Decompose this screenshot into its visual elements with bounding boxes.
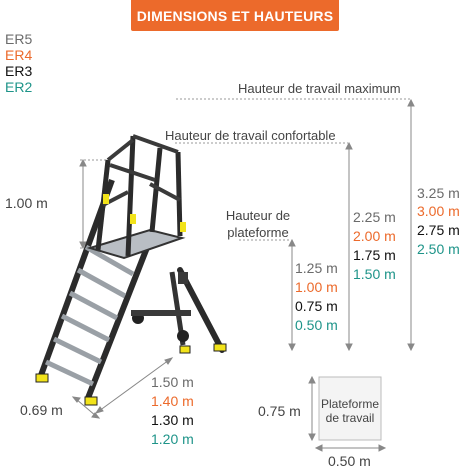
model-legend <box>5 31 32 95</box>
page-title: DIMENSIONS ET HAUTEURS <box>131 0 339 31</box>
guardrail-height-value: 1.00 m <box>5 195 48 211</box>
platform-er2: 0.50 m <box>295 317 338 333</box>
platform-er3: 0.75 m <box>295 298 338 314</box>
max-er3: 2.75 m <box>417 222 460 238</box>
legend-er4: ER4 <box>5 47 33 63</box>
legend-er5: ER5 <box>5 31 33 47</box>
max-er2: 2.50 m <box>417 241 460 257</box>
platform-er5: 1.25 m <box>295 260 338 276</box>
platform-width-value: 0.50 m <box>328 453 371 469</box>
length-er4: 1.40 m <box>151 393 194 409</box>
platform-height-label-2: plateforme <box>227 225 289 240</box>
length-er2: 1.20 m <box>151 431 194 447</box>
platform-er4: 1.00 m <box>295 279 338 295</box>
legend-er2: ER2 <box>5 79 33 95</box>
platform-box-label-2: de travail <box>325 411 375 425</box>
platform-depth-value: 0.75 m <box>258 403 301 419</box>
length-er5: 1.50 m <box>151 374 194 390</box>
max-er4: 3.00 m <box>417 203 460 219</box>
max-er5: 3.25 m <box>417 185 460 201</box>
width-value: 0.69 m <box>20 402 63 418</box>
legend-er3: ER3 <box>5 63 33 79</box>
platform-box-label-1: Plateforme <box>320 397 380 411</box>
max-height-label: Hauteur de travail maximum <box>238 81 401 96</box>
length-er3: 1.30 m <box>151 412 194 428</box>
comfort-er4: 2.00 m <box>353 228 396 244</box>
ladder-illustration <box>36 136 226 405</box>
comfort-height-label: Hauteur de travail confortable <box>165 128 336 143</box>
comfort-er2: 1.50 m <box>353 266 396 282</box>
platform-height-label-1: Hauteur de <box>225 208 291 223</box>
comfort-er3: 1.75 m <box>353 247 396 263</box>
comfort-er5: 2.25 m <box>353 209 396 225</box>
